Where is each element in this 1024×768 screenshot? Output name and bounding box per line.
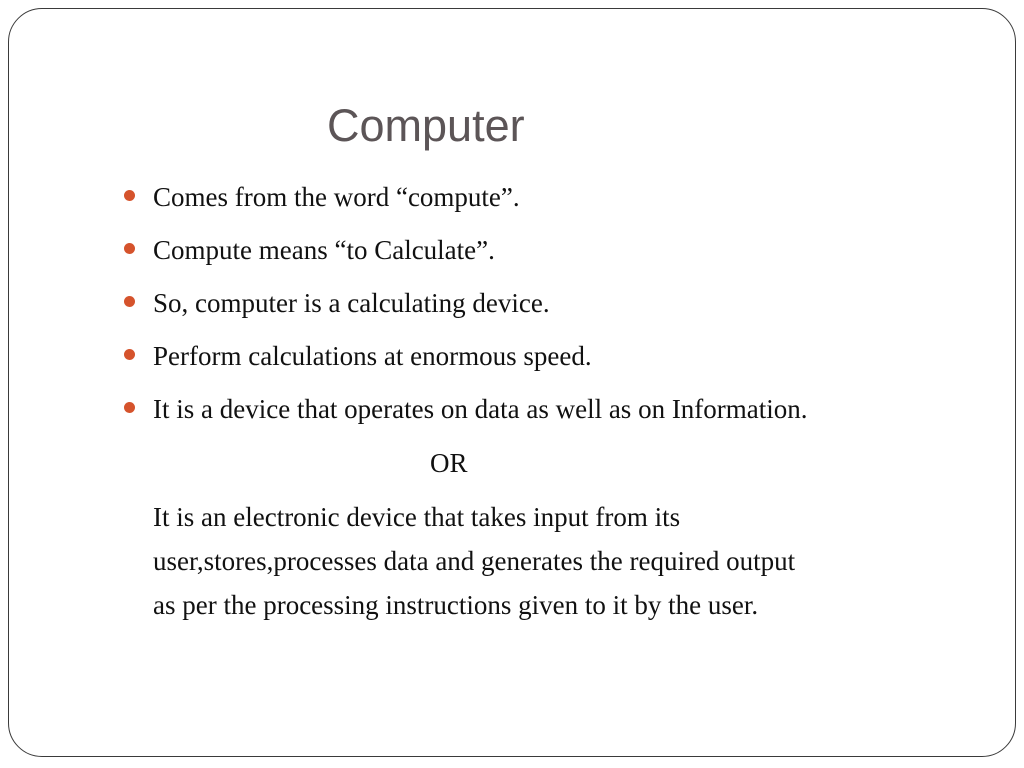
bullet-item (121, 228, 981, 281)
bullet-item (121, 175, 981, 228)
definition-paragraph (153, 495, 973, 627)
definition-line: as per the processing instructions given to it by the user. (153, 590, 759, 620)
bullet-text: So, computer is a calculating device. (153, 288, 550, 318)
bullet-list (121, 175, 981, 440)
bullet-text: Comes from the word “compute”. (153, 182, 520, 212)
bullet-item (121, 334, 981, 387)
definition-line: user,stores,processes data and generates the required output (153, 546, 796, 576)
bullet-text: Perform calculations at enormous speed. (153, 341, 592, 371)
or-separator: OR (430, 448, 468, 478)
bullet-text: It is a device that operates on data as well as on Information. (153, 394, 808, 424)
bullet-dot-icon (124, 243, 135, 254)
bullet-text: Compute means “to Calculate”. (153, 235, 495, 265)
slide-title: Computer (327, 100, 525, 151)
slide-frame (8, 8, 1016, 757)
bullet-dot-icon (124, 296, 135, 307)
bullet-dot-icon (124, 349, 135, 360)
bullet-item (121, 387, 981, 440)
bullet-dot-icon (124, 402, 135, 413)
bullet-dot-icon (124, 190, 135, 201)
bullet-item (121, 281, 981, 334)
definition-line: It is an electronic device that takes input from its (153, 502, 681, 532)
